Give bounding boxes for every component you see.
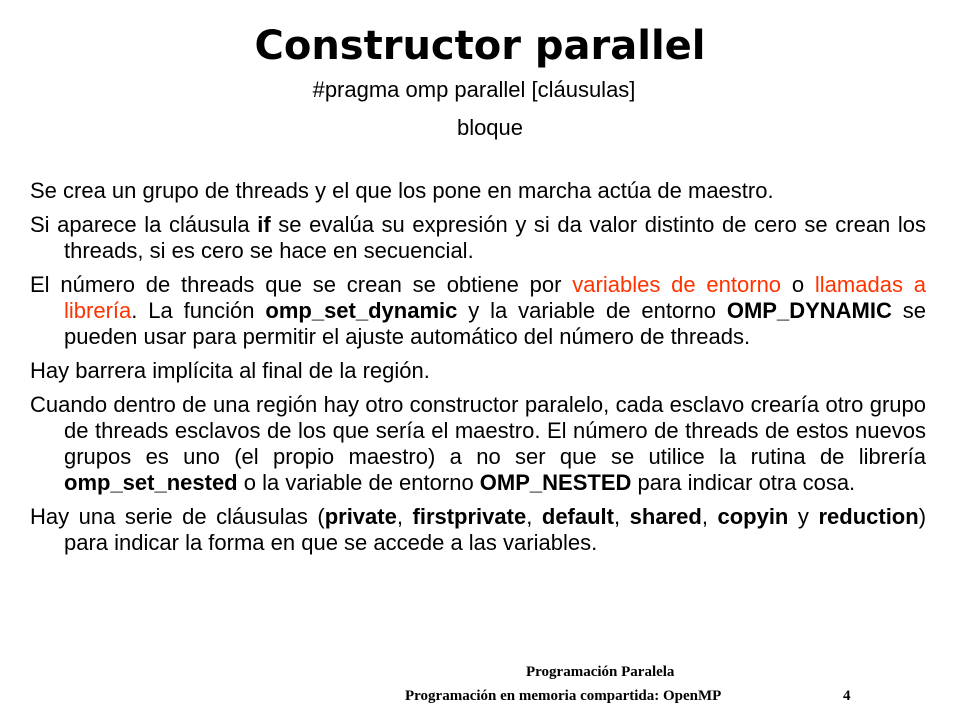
text: o [781,272,815,297]
keyword-reduction: reduction [818,504,919,529]
highlight-library-calls: llamadas a librería [64,272,926,323]
text: ) para indicar la forma en que se accede a las variables. [64,504,927,555]
keyword-omp-set-dynamic: omp_set_dynamic [265,298,458,323]
text: para indicar otra cosa. [631,470,856,495]
block-syntax: bloque [456,115,524,140]
keyword-copyin: copyin [717,504,789,529]
paragraph-4: Hay barrera implícita al final de la región. [30,358,430,383]
footer-topic: Programación en memoria compartida: OpenMP [405,688,722,704]
text: . La función [131,298,266,323]
keyword-omp-nested: OMP_NESTED [479,470,632,495]
paragraph-3 [30,272,926,350]
footer-course: Programación Paralela [526,664,675,680]
text: y [788,504,819,529]
keyword-omp-set-nested: omp_set_nested [64,470,238,495]
text: o la variable de entorno [237,470,480,495]
keyword-private: private [324,504,397,529]
text: El número de threads que se crean se obtiene por [30,272,573,297]
paragraph-1: Se crea un grupo de threads y el que los pone en marcha actúa de maestro. [30,178,774,203]
keyword-if: if [257,212,271,237]
text: Cuando dentro de una región hay otro constructor paralelo, cada esclavo crearía otro grupo de threads esclavos de los que sería el maestro. El número de threads de estos nuevos grupos es uno (el propio maestro) a no ser que se utilice la rutina de librería [30,392,926,469]
paragraph-5 [30,392,926,496]
text: Si aparece la cláusula [30,212,258,237]
page-number: 4 [843,688,851,704]
text: , [701,504,718,529]
text: se evalúa su expresión y si da valor distinto de cero se crean los threads, si es cero se hace en secuencial. [64,212,926,263]
keyword-firstprivate: firstprivate [412,504,527,529]
slide-body [30,178,926,564]
paragraph-2 [30,212,926,264]
paragraph-6 [30,504,926,556]
text: , [526,504,542,529]
highlight-env-vars: variables de entorno [572,272,782,297]
text: y la variable de entorno [457,298,727,323]
keyword-default: default [541,504,614,529]
keyword-omp-dynamic: OMP_DYNAMIC [726,298,892,323]
text: Hay una serie de cláusulas ( [30,504,325,529]
keyword-shared: shared [629,504,702,529]
text: se pueden usar para permitir el ajuste automático del número de threads. [64,298,926,349]
text: , [614,504,630,529]
slide-title: Constructor parallel [254,23,706,69]
pragma-syntax: #pragma omp parallel [cláusulas] [312,77,636,102]
text: , [396,504,413,529]
